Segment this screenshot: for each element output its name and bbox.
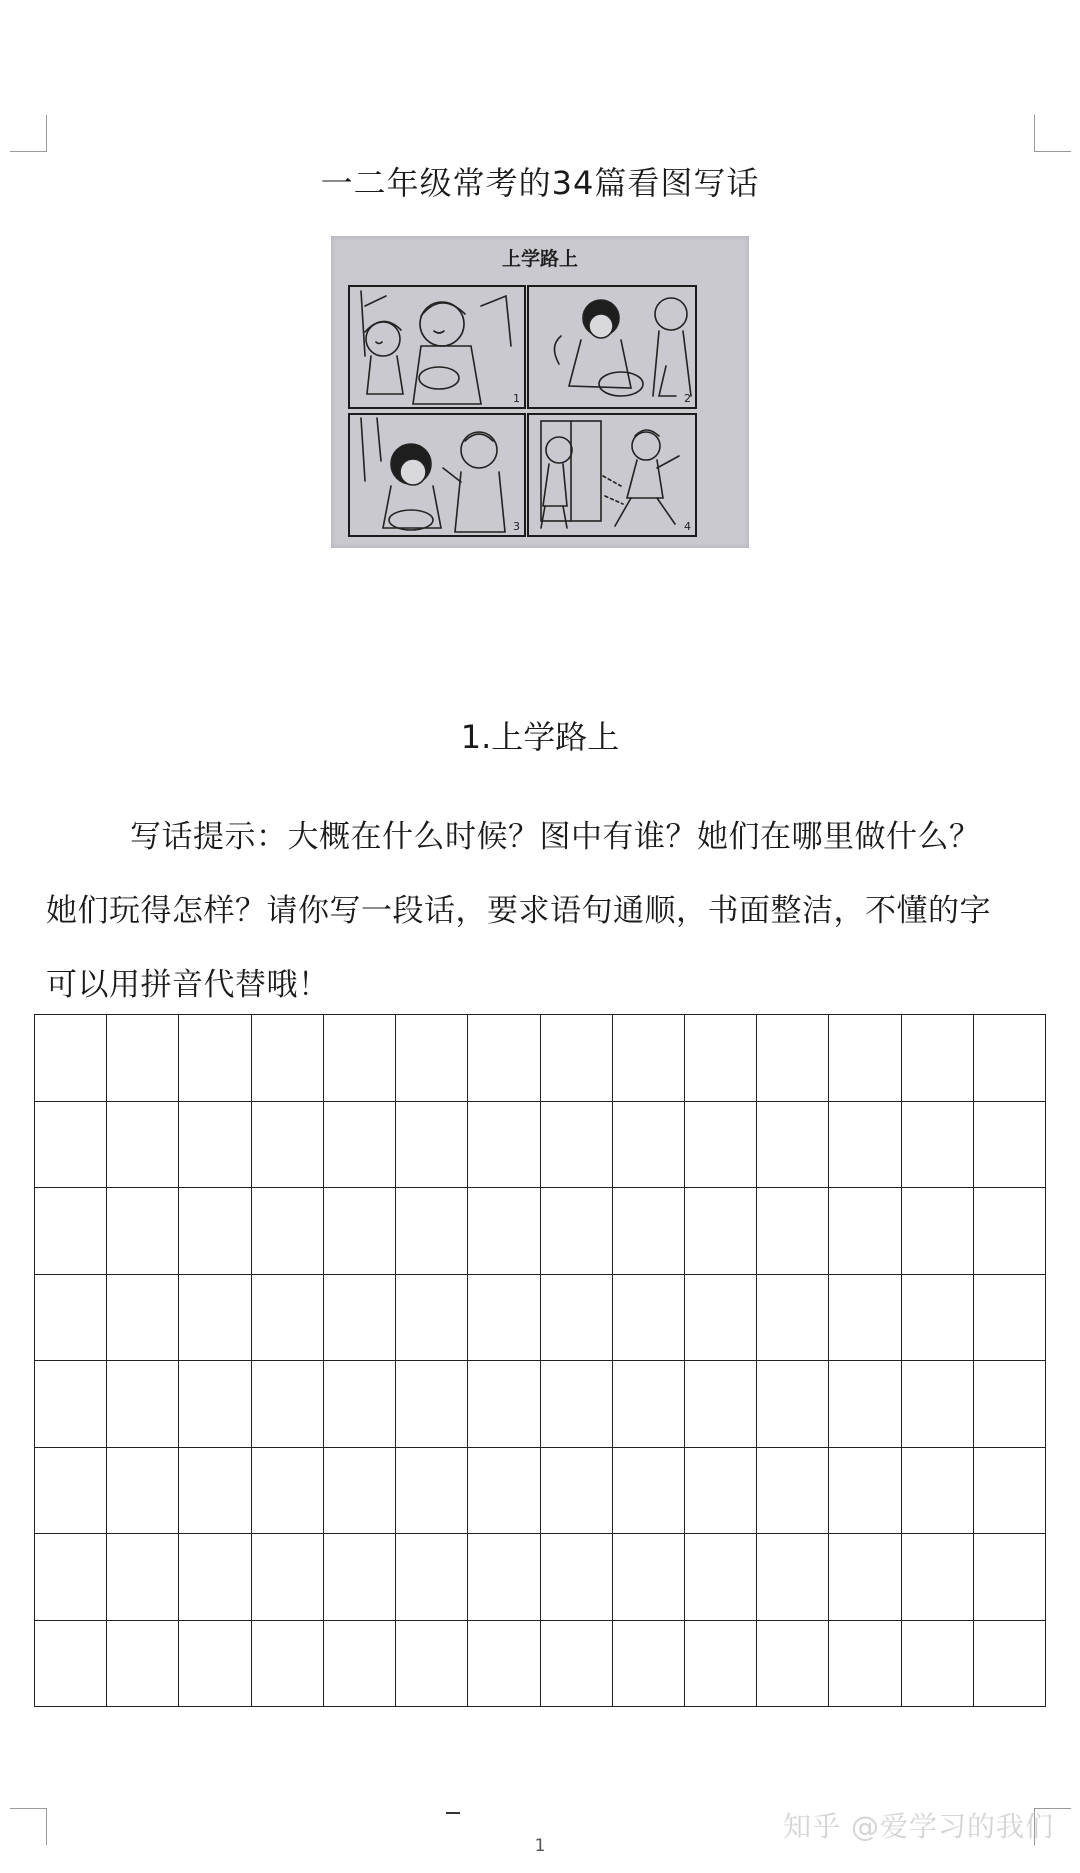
grid-cell[interactable] (252, 1448, 324, 1535)
grid-cell[interactable] (252, 1188, 324, 1275)
crop-mark-top-left (10, 115, 47, 152)
grid-cell[interactable] (252, 1015, 324, 1102)
grid-cell[interactable] (829, 1188, 901, 1275)
grid-cell[interactable] (613, 1015, 685, 1102)
grid-cell[interactable] (829, 1015, 901, 1102)
prompt-line-3: 可以用拼音代替哦！ (46, 967, 330, 1003)
grid-cell[interactable] (974, 1015, 1046, 1102)
grid-cell[interactable] (829, 1361, 901, 1448)
grid-cell[interactable] (35, 1361, 107, 1448)
grid-cell[interactable] (613, 1102, 685, 1189)
panel-number-1: 1 (513, 392, 520, 405)
grid-cell[interactable] (541, 1275, 613, 1362)
grid-cell[interactable] (396, 1275, 468, 1362)
grid-cell[interactable] (974, 1534, 1046, 1621)
grid-cell[interactable] (757, 1361, 829, 1448)
comic-figure (331, 236, 749, 548)
grid-cell[interactable] (468, 1275, 540, 1362)
grid-cell[interactable] (107, 1534, 179, 1621)
footer-dash (446, 1812, 460, 1814)
grid-cell[interactable] (757, 1534, 829, 1621)
grid-cell[interactable] (902, 1275, 974, 1362)
figure-title: 上学路上 (501, 248, 578, 270)
grid-cell[interactable] (396, 1621, 468, 1708)
grid-cell[interactable] (829, 1621, 901, 1708)
writing-grid[interactable] (34, 1014, 1046, 1707)
grid-cell[interactable] (468, 1621, 540, 1708)
grid-cell[interactable] (902, 1015, 974, 1102)
grid-cell[interactable] (468, 1534, 540, 1621)
grid-cell[interactable] (757, 1621, 829, 1708)
grid-cell[interactable] (974, 1102, 1046, 1189)
grid-cell[interactable] (324, 1361, 396, 1448)
grid-cell[interactable] (757, 1448, 829, 1535)
grid-cell[interactable] (252, 1534, 324, 1621)
grid-cell[interactable] (324, 1275, 396, 1362)
grid-cell[interactable] (107, 1015, 179, 1102)
document-title: 一二年级常考的34篇看图写话 (320, 164, 760, 202)
grid-cell[interactable] (685, 1102, 757, 1189)
grid-cell[interactable] (757, 1015, 829, 1102)
grid-cell[interactable] (685, 1534, 757, 1621)
grid-cell[interactable] (974, 1361, 1046, 1448)
grid-cell[interactable] (396, 1534, 468, 1621)
grid-cell[interactable] (974, 1621, 1046, 1708)
grid-cell[interactable] (974, 1448, 1046, 1535)
grid-cell[interactable] (613, 1534, 685, 1621)
grid-cell[interactable] (613, 1621, 685, 1708)
prompt-line-1: 写话提示：大概在什么时候？图中有谁？她们在哪里做什么？ (130, 819, 981, 855)
crop-mark-top-right (1034, 115, 1071, 152)
grid-cell[interactable] (829, 1102, 901, 1189)
grid-cell[interactable] (107, 1188, 179, 1275)
grid-cell[interactable] (324, 1448, 396, 1535)
panel-number-4: 4 (684, 520, 691, 533)
grid-cell[interactable] (107, 1361, 179, 1448)
grid-cell[interactable] (252, 1102, 324, 1189)
grid-cell[interactable] (541, 1621, 613, 1708)
grid-cell[interactable] (829, 1448, 901, 1535)
grid-cell[interactable] (685, 1361, 757, 1448)
grid-cell[interactable] (396, 1448, 468, 1535)
grid-cell[interactable] (252, 1275, 324, 1362)
grid-cell[interactable] (252, 1621, 324, 1708)
grid-cell[interactable] (35, 1448, 107, 1535)
grid-cell[interactable] (685, 1015, 757, 1102)
grid-cell[interactable] (902, 1188, 974, 1275)
grid-cell[interactable] (902, 1621, 974, 1708)
grid-cell[interactable] (902, 1102, 974, 1189)
grid-cell[interactable] (324, 1534, 396, 1621)
grid-cell[interactable] (541, 1361, 613, 1448)
section-title: 1.上学路上 (460, 718, 620, 756)
grid-cell[interactable] (179, 1448, 251, 1535)
grid-cell[interactable] (396, 1188, 468, 1275)
grid-cell[interactable] (35, 1102, 107, 1189)
grid-cell[interactable] (685, 1188, 757, 1275)
grid-cell[interactable] (179, 1534, 251, 1621)
grid-cell[interactable] (902, 1448, 974, 1535)
grid-cell[interactable] (757, 1275, 829, 1362)
grid-cell[interactable] (541, 1102, 613, 1189)
grid-cell[interactable] (35, 1015, 107, 1102)
grid-cell[interactable] (685, 1448, 757, 1535)
page-number: 1 (534, 1836, 546, 1856)
grid-cell[interactable] (541, 1448, 613, 1535)
writing-prompt (46, 800, 1036, 1022)
panel-number-2: 2 (684, 392, 691, 405)
grid-cell[interactable] (468, 1188, 540, 1275)
grid-cell[interactable] (974, 1188, 1046, 1275)
grid-cell[interactable] (179, 1275, 251, 1362)
grid-cell[interactable] (902, 1534, 974, 1621)
comic-strip-illustration (331, 236, 749, 548)
grid-cell[interactable] (613, 1361, 685, 1448)
grid-cell[interactable] (179, 1361, 251, 1448)
grid-cell[interactable] (324, 1102, 396, 1189)
grid-cell[interactable] (685, 1275, 757, 1362)
grid-cell[interactable] (107, 1102, 179, 1189)
grid-cell[interactable] (902, 1361, 974, 1448)
grid-cell[interactable] (613, 1275, 685, 1362)
grid-cell[interactable] (757, 1188, 829, 1275)
grid-cell[interactable] (396, 1361, 468, 1448)
grid-cell[interactable] (35, 1534, 107, 1621)
prompt-line-2: 她们玩得怎样？请你写一段话，要求语句通顺，书面整洁，不懂的字 (46, 893, 991, 929)
grid-cell[interactable] (613, 1448, 685, 1535)
grid-cell[interactable] (829, 1275, 901, 1362)
grid-cell[interactable] (107, 1448, 179, 1535)
panel-number-3: 3 (513, 520, 520, 533)
grid-cell[interactable] (107, 1275, 179, 1362)
grid-cell[interactable] (179, 1188, 251, 1275)
grid-cell[interactable] (324, 1188, 396, 1275)
grid-cell[interactable] (107, 1621, 179, 1708)
grid-cell[interactable] (468, 1102, 540, 1189)
grid-cell[interactable] (396, 1015, 468, 1102)
grid-cell[interactable] (396, 1102, 468, 1189)
grid-cell[interactable] (613, 1188, 685, 1275)
grid-cell[interactable] (179, 1621, 251, 1708)
grid-cell[interactable] (757, 1102, 829, 1189)
grid-cell[interactable] (829, 1534, 901, 1621)
grid-cell[interactable] (324, 1015, 396, 1102)
grid-cell[interactable] (541, 1534, 613, 1621)
grid-cell[interactable] (324, 1621, 396, 1708)
grid-cell[interactable] (35, 1188, 107, 1275)
grid-cell[interactable] (35, 1275, 107, 1362)
grid-cell[interactable] (179, 1015, 251, 1102)
grid-cell[interactable] (541, 1188, 613, 1275)
grid-cell[interactable] (685, 1621, 757, 1708)
grid-cell[interactable] (468, 1361, 540, 1448)
watermark: 知乎 @爱学习的我们 (783, 1810, 1054, 1843)
grid-cell[interactable] (974, 1275, 1046, 1362)
grid-cell[interactable] (179, 1102, 251, 1189)
grid-cell[interactable] (252, 1361, 324, 1448)
grid-cell[interactable] (468, 1015, 540, 1102)
grid-cell[interactable] (541, 1015, 613, 1102)
grid-cell[interactable] (468, 1448, 540, 1535)
grid-cell[interactable] (35, 1621, 107, 1708)
